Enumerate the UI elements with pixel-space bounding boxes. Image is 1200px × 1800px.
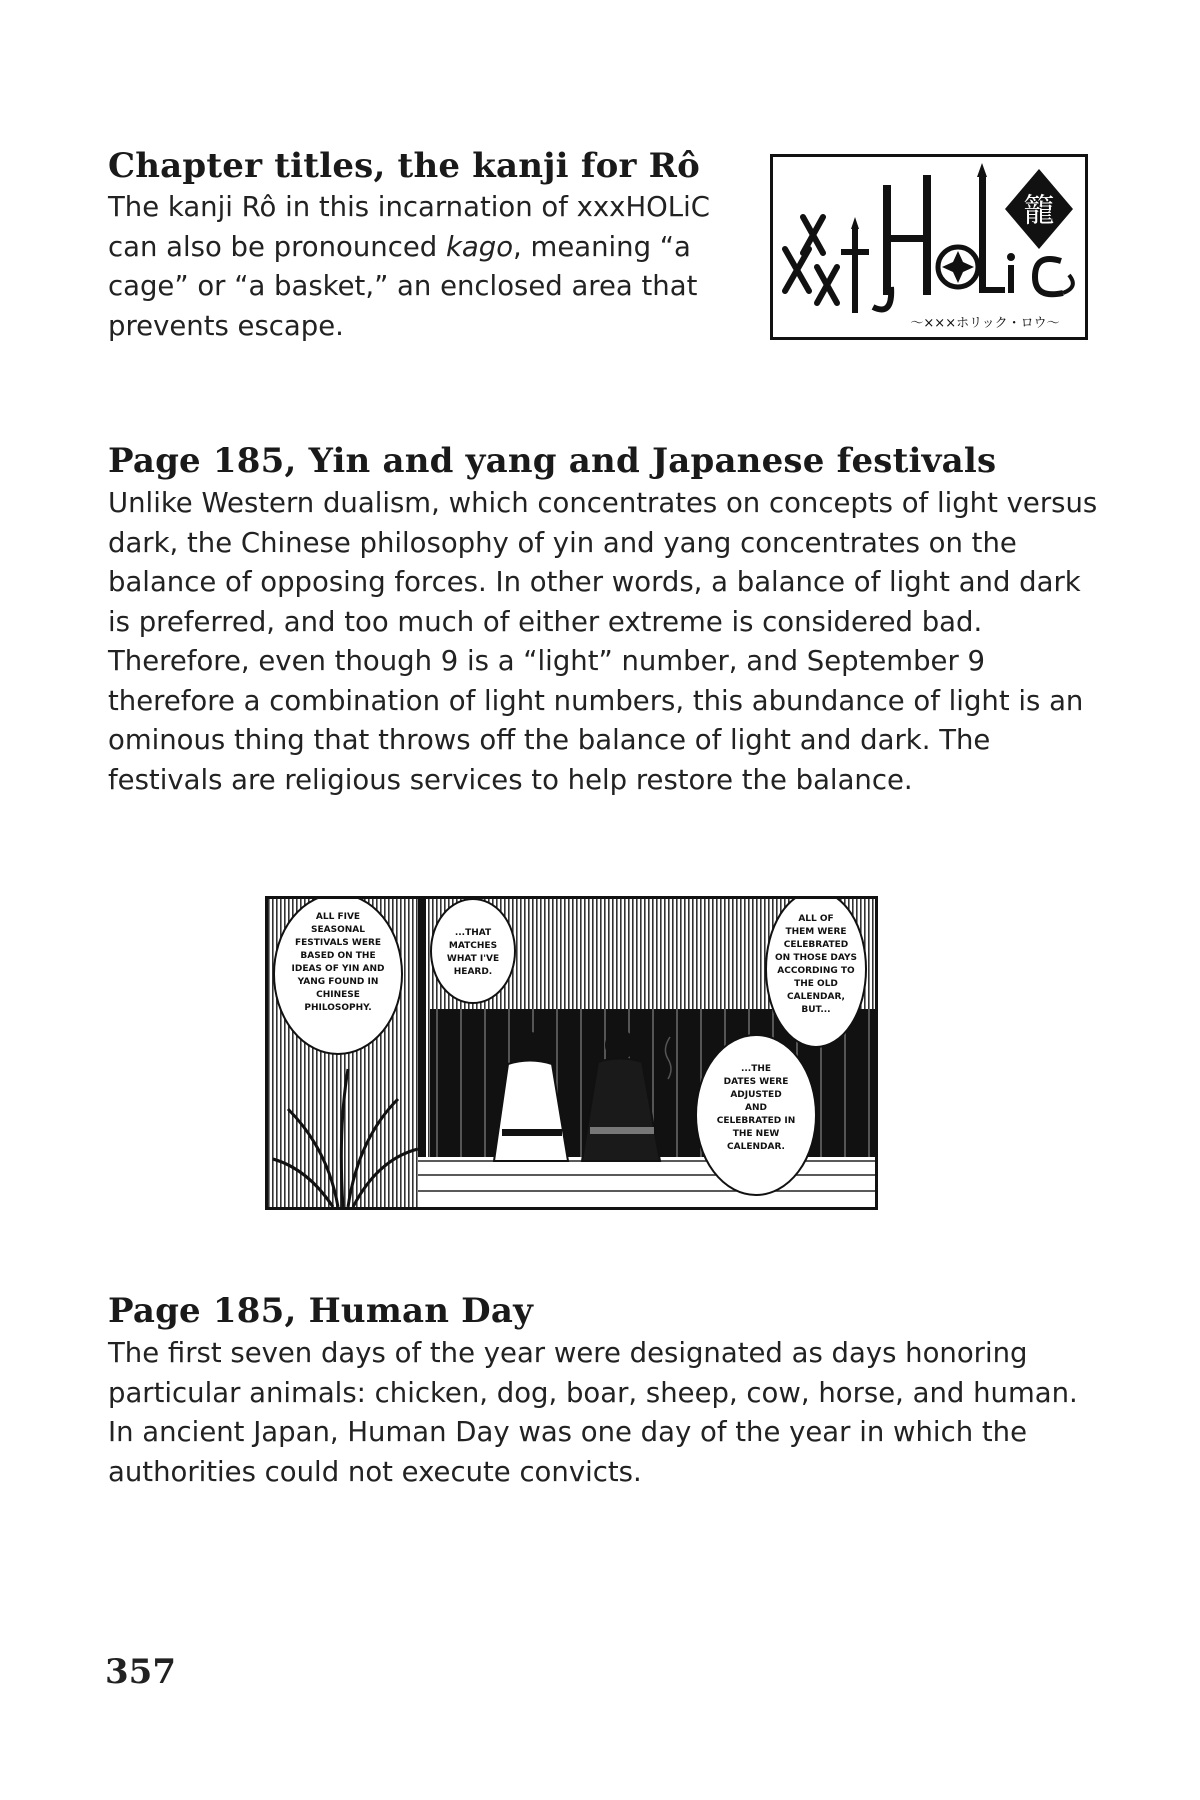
bubble-line: ALL OF bbox=[798, 914, 834, 924]
section-body: The first seven days of the year were designated as days honoring particular animals: chicken, dog, boar, sheep, cow, horse, and human. In ancient Japan, Human Day was one day of the year in which the authorities could not execute convicts. bbox=[108, 1337, 1078, 1488]
bubble-line: WHAT I'VE bbox=[446, 954, 500, 964]
section-yin-yang bbox=[108, 441, 1108, 800]
bubble-line: ADJUSTED bbox=[730, 1090, 782, 1100]
section-title: Page 185, Human Day bbox=[108, 1291, 534, 1331]
section-human-day bbox=[108, 1291, 1108, 1492]
bubble-line: MATCHES bbox=[448, 941, 498, 951]
bubble-line: THE OLD bbox=[794, 979, 838, 989]
logo-dagger bbox=[841, 217, 869, 313]
bubble-line: FESTIVALS WERE bbox=[294, 938, 382, 948]
logo-subtitle: 〜×××ホリック・ロウ〜 bbox=[910, 316, 1060, 331]
page-number: 357 bbox=[105, 1652, 176, 1692]
speech-bubble-2 bbox=[431, 899, 515, 1003]
bubble-line: CELEBRATED IN bbox=[716, 1116, 796, 1126]
bubble-line: PHILOSOPHY. bbox=[304, 1003, 372, 1013]
speech-bubble-4 bbox=[696, 1035, 816, 1195]
logo-xxx-mark bbox=[785, 217, 837, 303]
logo-letters-ic bbox=[1007, 253, 1073, 294]
section-chapter-titles bbox=[108, 146, 748, 346]
bubble-line: AND bbox=[745, 1103, 767, 1113]
bubble-line: ACCORDING TO bbox=[777, 966, 855, 976]
logo-kanji-diamond bbox=[1005, 169, 1073, 249]
xxxholic-ro-logo bbox=[770, 154, 1088, 340]
bubble-line: DATES WERE bbox=[723, 1077, 789, 1087]
bubble-line: ...THE bbox=[740, 1064, 772, 1074]
section-title: Chapter titles, the kanji for Rô bbox=[108, 146, 701, 186]
bubble-line: IDEAS OF YIN AND bbox=[291, 964, 385, 974]
veranda bbox=[418, 1157, 875, 1207]
logo-letter-h bbox=[873, 175, 931, 310]
logo-letter-o bbox=[938, 247, 978, 287]
bubble-line: CALENDAR, bbox=[787, 992, 845, 1002]
bubble-line: THEM WERE bbox=[785, 927, 847, 937]
section-body: The kanji Rô in this incarnation of xxxHOLiC can also be pronounced kago, meaning “a cage” or “a basket,” an enclosed area that prevents escape. bbox=[108, 191, 710, 342]
bubble-line: SEASONAL bbox=[311, 925, 365, 935]
logo-artwork bbox=[773, 157, 1085, 337]
logo-kanji: 籠 bbox=[1022, 191, 1056, 229]
bubble-line: HEARD. bbox=[453, 967, 493, 977]
speech-bubble-1 bbox=[274, 899, 402, 1054]
bubble-line: CHINESE bbox=[316, 990, 360, 1000]
speech-bubble-3 bbox=[766, 899, 866, 1047]
bubble-line: BUT... bbox=[801, 1005, 831, 1015]
section-title: Page 185, Yin and yang and Japanese festivals bbox=[108, 441, 997, 481]
section-body: Unlike Western dualism, which concentrates on concepts of light versus dark, the Chinese philosophy of yin and yang concentrates on the balance of opposing forces. In other words, a balance of light and dark is preferred, and too much of either extreme is considered bad. Therefore, even though 9 is a “light” number, and September 9 therefore a combination of light numbers, this abundance of light is an ominous thing that throws off the balance of light and dark. The festivals are religious services to help restore the balance. bbox=[108, 487, 1098, 796]
bubble-line: CALENDAR. bbox=[727, 1142, 785, 1152]
bubble-line: CELEBRATED bbox=[783, 940, 849, 950]
bubble-line: ALL FIVE bbox=[315, 912, 361, 922]
bubble-line: THE NEW bbox=[732, 1129, 780, 1139]
manga-panel bbox=[265, 896, 878, 1210]
bubble-line: ON THOSE DAYS bbox=[775, 953, 857, 963]
logo-letter-l bbox=[977, 163, 1005, 293]
manga-panel-art bbox=[268, 899, 875, 1207]
bubble-line: BASED ON THE bbox=[300, 951, 376, 961]
bubble-line: YANG FOUND IN bbox=[297, 977, 379, 987]
bubble-line: ...THAT bbox=[454, 928, 492, 938]
